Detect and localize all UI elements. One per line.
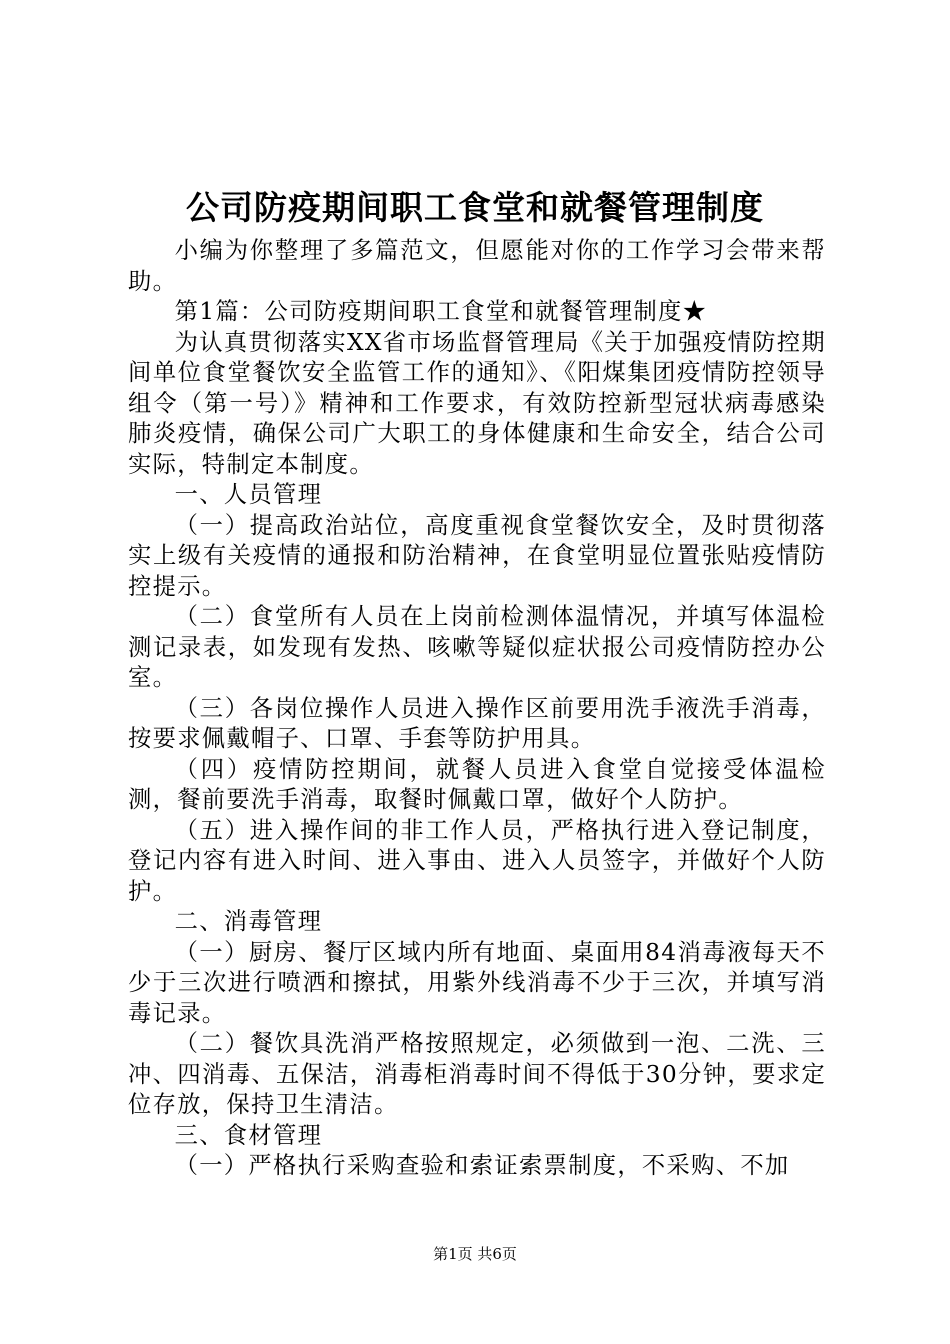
- clause-paragraph: （一）提高政治站位，高度重视食堂餐饮安全，及时贯彻落实上级有关疫情的通报和防治精神，在食堂明显位置张贴疫情防控提示。: [128, 511, 826, 600]
- section-heading-ingredients: 三、食材管理: [174, 1121, 323, 1149]
- intro-paragraph: 小编为你整理了多篇范文，但愿能对你的工作学习会带来帮助。: [128, 237, 826, 295]
- article-heading: 第1篇：公司防疫期间职工食堂和就餐管理制度★: [174, 298, 708, 325]
- preamble-paragraph: 为认真贯彻落实XX省市场监督管理局《关于加强疫情防控期间单位食堂餐饮安全监管工作的通知》、《阳煤集团疫情防控领导组令（第一号）》精神和工作要求，有效防控新型冠状病毒感染肺炎疫情，确保公司广大职工的身体健康和生命安全，结合公司实际，特制定本制度。: [128, 328, 826, 478]
- section-heading-personnel: 一、人员管理: [174, 481, 323, 508]
- page-footer: 第1页 共6页: [433, 1245, 517, 1263]
- clause-paragraph: （二）餐饮具洗消严格按照规定，必须做到一泡、二洗、三冲、四消毒、五保洁，消毒柜消毒时间不得低于30分钟，要求定位存放，保持卫生清洁。: [128, 1030, 826, 1118]
- clause-paragraph: （四）疫情防控期间，就餐人员进入食堂自觉接受体温检测，餐前要洗手消毒，取餐时佩戴口罩，做好个人防护。: [128, 755, 826, 813]
- clause-paragraph: （一）严格执行采购查验和索证索票制度，不采购、不加: [174, 1152, 790, 1179]
- document-title: 公司防疫期间职工食堂和就餐管理制度: [186, 188, 764, 227]
- document-body: [128, 236, 826, 1182]
- clause-paragraph: （二）食堂所有人员在上岗前检测体温情况，并填写体温检测记录表，如发现有发热、咳嗽等疑似症状报公司疫情防控办公室。: [128, 603, 826, 691]
- clause-paragraph: （三）各岗位操作人员进入操作区前要用洗手液洗手消毒，按要求佩戴帽子、口罩、手套等防护用具。: [128, 694, 826, 752]
- clause-paragraph: （一）厨房、餐厅区域内所有地面、桌面用84消毒液每天不少于三次进行喷洒和擦拭，用紫外线消毒不少于三次，并填写消毒记录。: [128, 938, 826, 1027]
- section-heading-disinfection: 二、消毒管理: [174, 908, 323, 935]
- clause-paragraph: （五）进入操作间的非工作人员，严格执行进入登记制度，登记内容有进入时间、进入事由、进入人员签字，并做好个人防护。: [128, 816, 826, 905]
